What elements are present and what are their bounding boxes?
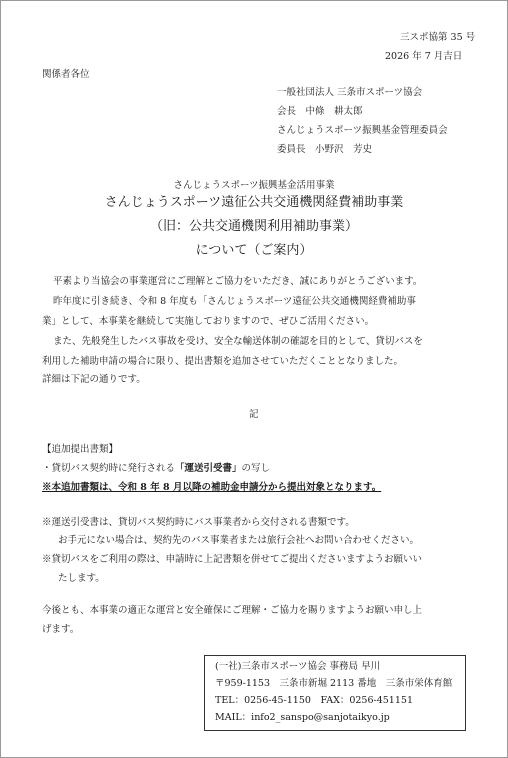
title-former-name: （旧：公共交通機関利用補助事業） xyxy=(149,219,358,234)
title-about: について（ご案内） xyxy=(195,243,313,258)
page-title: さんじょうスポーツ遠征公共交通機関経費補助事業 xyxy=(104,195,404,210)
item-prefix: ・貸切バス契約時に発行される xyxy=(42,463,176,474)
item-suffix: の写し xyxy=(241,463,271,474)
sender-chair: 委員長 小野沢 芳史 xyxy=(277,144,373,155)
contact-org: (一社)三条市スポーツ協会 事務局 早川 xyxy=(215,661,381,672)
ki-marker: 記 xyxy=(249,409,259,420)
contact-tel-fax: TEL：0256-45-1150 FAX：0256-451151 xyxy=(215,695,413,706)
sender-org: 一般社団法人 三条市スポーツ協会 xyxy=(277,87,423,98)
body-paragraph-4: 詳細は下記の通りです。 xyxy=(42,374,146,385)
recipient: 関係者各位 xyxy=(42,69,90,80)
sender-committee: さんじょうスポーツ振興基金管理委員会 xyxy=(277,125,448,136)
body-paragraph-1: 平素より当協会の事業運営にご理解とご協力をいただき、誠にありがとうございます。 xyxy=(53,276,423,287)
body-paragraph-2-line-2: 業」として、本事業を継続して実施しておりますので、ぜひご活用ください。 xyxy=(42,316,375,327)
closing-line-2: げます。 xyxy=(42,624,80,635)
contact-email: MAIL：info2_sanspo@sanjotaikyo.jp xyxy=(215,712,390,723)
body-paragraph-2-line-1: 昨年度に引き続き、令和 8 年度も「さんじょうスポーツ遠征公共交通機関経費補助事 xyxy=(53,296,416,307)
title-kicker: さんじょうスポーツ振興基金活用事業 xyxy=(173,180,335,191)
additional-docs-note: ※本追加書類は、令和 8 年 8 月以降の補助金申請分から提出対象となります。 xyxy=(42,482,382,493)
issue-date: 2026 年 7 月吉日 xyxy=(385,51,463,62)
item-document-name: 「運送引受書」 xyxy=(175,463,242,474)
body-paragraph-3-line-1: また、先般発生したバス事故を受け、安全な輸送体制の確認を目的として、貸切バスを xyxy=(53,336,423,347)
sender-president: 会長 中條 耕太郎 xyxy=(277,106,363,117)
closing-line-1: 今後とも、本事業の適正な運営と安全確保にご理解・ご協力を賜りますようお願い申し上 xyxy=(42,605,423,616)
additional-docs-item xyxy=(42,463,270,475)
note-1-continued: お手元にない場合は、契約先のバス事業者または旅行会社へお問い合わせください。 xyxy=(58,535,420,546)
contact-address: 〒959-1153 三条市新堀 2113 番地 三条市栄体育館 xyxy=(215,678,453,689)
note-2: ※貸切バスをご利用の際は、申請時に上記書類を併せてご提出くださいますようお願いい xyxy=(42,554,423,565)
contact-box xyxy=(204,655,466,731)
body-paragraph-3-line-2: 利用した補助申請の場合に限り、提出書類を追加させていただくこととなりました。 xyxy=(42,356,404,367)
doc-number: 三スポ協第 35 号 xyxy=(400,32,476,43)
additional-docs-heading: 【追加提出書類】 xyxy=(42,444,119,455)
note-2-continued: たします。 xyxy=(58,573,105,584)
note-1: ※運送引受書は、貸切バス契約時にバス事業者から交付される書類です。 xyxy=(42,517,355,528)
